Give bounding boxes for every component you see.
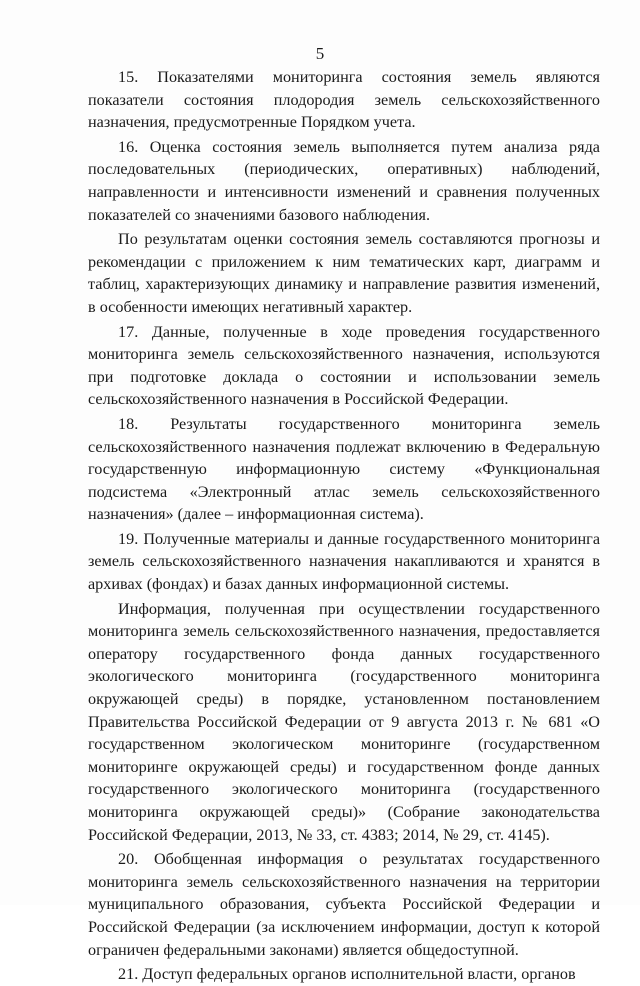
paragraph-19: 19. Полученные материалы и данные государственного мониторинга земель сельскохозяйственного назначения накапливаются и хранятся в архивах (фондах) и базах данных информационной системы. [88,529,600,594]
paragraph-information: Информация, полученная при осуществлении государственного мониторинга земель сельскохозяйственного назначения, предоставляется оператору государственного фонда данных государственного экологического мониторинга (государственного мониторинга окружающей среды) в порядке, установленном постановлением Правительства Российской Федерации от 9 августа 2013 г. № 681 «О государственном экологическом мониторинге (государственном мониторинге окружающей среды) и государственном фонде данных государственного экологического мониторинга (государственного мониторинга окружающей среды)» (Собрание законодательства Российской Федерации, 2013, № 33, ст. 4383; 2014, № 29, ст. 4145). [88,599,600,844]
document-body [88,66,600,986]
paragraph-forecasts: По результатам оценки состояния земель составляются прогнозы и рекомендации с приложением к ним тематических карт, диаграмм и таблиц, характеризующих динамику и направление развития изменений, в особенности имеющих негативный характер. [88,230,600,316]
paragraph-15: 15. Показателями мониторинга состояния земель являются показатели состояния плодородия земель сельскохозяйственного назначения, предусмотренные Порядком учета. [88,68,600,132]
paragraph-18: 18. Результаты государственного мониторинга земель сельскохозяйственного назначения подлежат включению в Федеральную государственную информационную систему «Функциональная подсистема «Электронный атлас земель сельскохозяйственного назначения» (далее – информационная система). [88,414,600,524]
page-number: 5 [315,44,325,63]
paragraph-20: 20. Обобщенная информация о результатах государственного мониторинга земель сельскохозяйственного назначения на территории муниципального образования, субъекта Российской Федерации и Российской Федерации (за исключением информации, доступ к которой ограничен федеральными законами) является общедоступной. [88,850,600,959]
paragraph-21: 21. Доступ федеральных органов исполнительной власти, органов [118,965,576,984]
paragraph-17: 17. Данные, полученные в ходе проведения государственного мониторинга земель сельскохозяйственного назначения, используются при подготовке доклада о состоянии и использовании земель сельскохозяйственного назначения в Российской Федерации. [88,322,600,409]
paragraph-16: 16. Оценка состояния земель выполняется путем анализа ряда последовательных (периодических, оперативных) наблюдений, направленности и интенсивности изменений и сравнения полученных показателей со значениями базового наблюдения. [88,137,600,224]
